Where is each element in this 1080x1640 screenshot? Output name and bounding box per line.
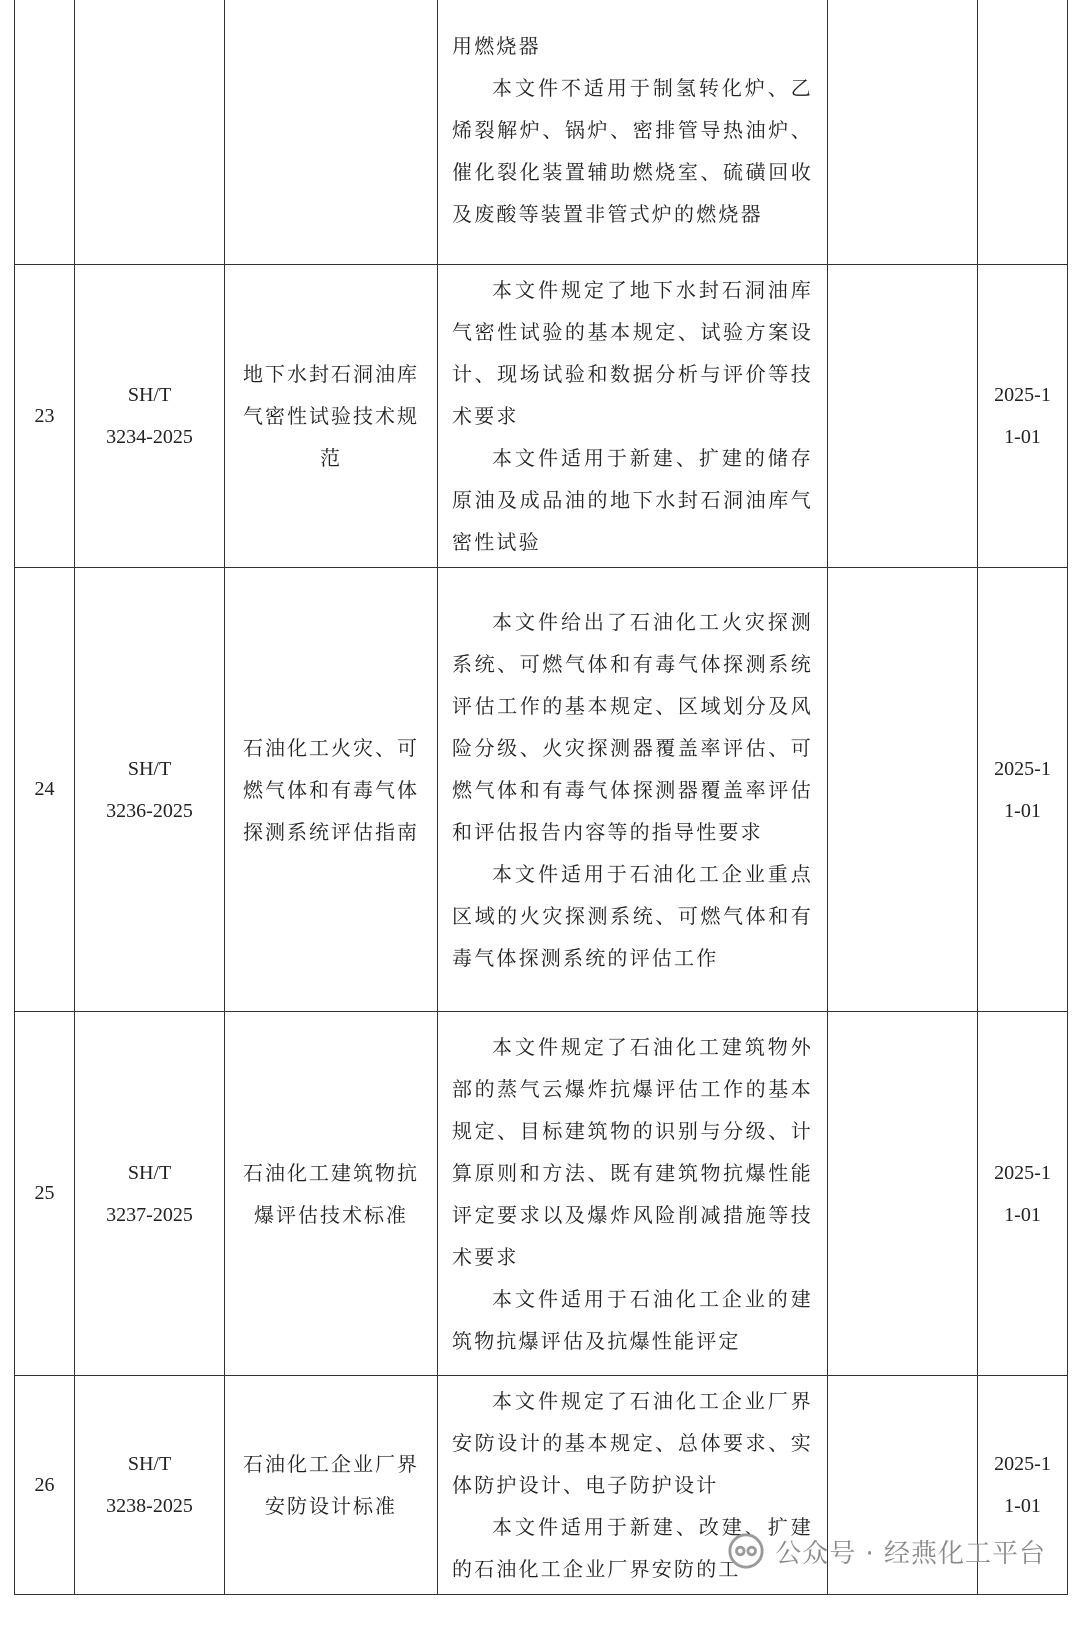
standard-name: 地下水封石洞油库气密性试验技术规范 bbox=[243, 362, 419, 470]
effective-date-cell bbox=[978, 0, 1068, 265]
table-row bbox=[15, 568, 1068, 1012]
row-number: 25 bbox=[34, 1182, 55, 1204]
wechat-official-account-icon bbox=[727, 1532, 765, 1570]
effective-date-cell bbox=[978, 265, 1068, 568]
standard-scope-cell bbox=[438, 568, 828, 1012]
effective-date-part1: 2025-1 bbox=[994, 757, 1051, 780]
standard-code-cell bbox=[75, 1376, 225, 1595]
replaced-standard-cell bbox=[828, 0, 978, 265]
standard-code-cell bbox=[75, 265, 225, 568]
scope-paragraph: 本文件规定了地下水封石洞油库气密性试验的基本规定、试验方案设计、现场试验和数据分析与评价等技术要求 bbox=[452, 278, 813, 428]
scope-paragraph: 本文件适用于新建、改建、扩建的石油化工企业厂界安防的工 bbox=[452, 1515, 813, 1581]
standard-scope-cell bbox=[438, 265, 828, 568]
scope-paragraph: 本文件规定了石油化工企业厂界安防设计的基本规定、总体要求、实体防护设计、电子防护设计 bbox=[452, 1389, 813, 1497]
watermark-text: 公众号 · 经燕化工平台 bbox=[775, 1538, 1046, 1569]
standard-code-number: 3234-2025 bbox=[106, 426, 193, 448]
table-row bbox=[15, 0, 1068, 265]
standards-table-body bbox=[15, 0, 1068, 1595]
standard-name-cell bbox=[225, 0, 438, 265]
row-number: 24 bbox=[34, 778, 55, 800]
standards-table bbox=[14, 0, 1068, 1595]
standard-name-cell bbox=[225, 1376, 438, 1595]
standard-code-number: 3236-2025 bbox=[106, 799, 193, 822]
scope-paragraph: 本文件规定了石油化工建筑物外部的蒸气云爆炸抗爆评估工作的基本规定、目标建筑物的识别与分级、计算原则和方法、既有建筑物抗爆性能评定要求以及爆炸风险削减措施等技术要求 bbox=[452, 1034, 813, 1269]
standard-name: 石油化工建筑物抗爆评估技术标准 bbox=[243, 1160, 419, 1227]
effective-date-part1: 2025-1 bbox=[994, 1453, 1051, 1475]
standard-scope-cell bbox=[438, 0, 828, 265]
effective-date-part2: 1-01 bbox=[1004, 426, 1041, 448]
standard-code-cell bbox=[75, 0, 225, 265]
scope-paragraph: 本文件适用于石油化工企业重点区域的火灾探测系统、可燃气体和有毒气体探测系统的评估工作 bbox=[452, 861, 813, 970]
scope-paragraph: 本文件适用于新建、扩建的储存原油及成品油的地下水封石洞油库气密性试验 bbox=[452, 446, 813, 554]
scope-paragraph: 本文件给出了石油化工火灾探测系统、可燃气体和有毒气体探测系统评估工作的基本规定、区域划分及风险分级、火灾探测器覆盖率评估、可燃气体和有毒气体探测器覆盖率评估和评估报告内容等的指导性要求 bbox=[452, 609, 813, 844]
standard-name-cell bbox=[225, 1012, 438, 1376]
table-row bbox=[15, 1012, 1068, 1376]
row-number: 23 bbox=[34, 404, 55, 427]
standard-code-prefix: SH/T bbox=[127, 1161, 172, 1184]
standard-code-number: 3238-2025 bbox=[106, 1495, 193, 1517]
effective-date-part1: 2025-1 bbox=[994, 1161, 1051, 1184]
row-number-cell bbox=[15, 0, 75, 265]
row-number-cell bbox=[15, 1012, 75, 1376]
standard-code-cell bbox=[75, 568, 225, 1012]
effective-date-part2: 1-01 bbox=[1004, 1203, 1041, 1226]
standard-code-prefix: SH/T bbox=[127, 384, 172, 406]
standard-scope-cell bbox=[438, 1012, 828, 1376]
scope-paragraph: 用燃烧器 bbox=[452, 33, 541, 58]
standard-name: 石油化工火灾、可燃气体和有毒气体探测系统评估指南 bbox=[243, 735, 419, 844]
standard-code-prefix: SH/T bbox=[127, 757, 172, 780]
standard-name-cell bbox=[225, 265, 438, 568]
replaced-standard-cell bbox=[828, 265, 978, 568]
standard-code-cell bbox=[75, 1012, 225, 1376]
effective-date-part2: 1-01 bbox=[1004, 1495, 1041, 1517]
effective-date-part1: 2025-1 bbox=[994, 384, 1051, 406]
standard-name: 石油化工企业厂界安防设计标准 bbox=[243, 1452, 419, 1518]
standard-name-cell bbox=[225, 568, 438, 1012]
effective-date-cell bbox=[978, 1012, 1068, 1376]
row-number-cell bbox=[15, 568, 75, 1012]
standard-code-prefix: SH/T bbox=[127, 1453, 172, 1475]
effective-date-part2: 1-01 bbox=[1004, 799, 1041, 822]
scope-paragraph: 本文件适用于石油化工企业的建筑物抗爆评估及抗爆性能评定 bbox=[452, 1286, 813, 1353]
table-row bbox=[15, 265, 1068, 568]
row-number-cell bbox=[15, 1376, 75, 1595]
watermark bbox=[727, 1532, 1046, 1570]
row-number-cell bbox=[15, 265, 75, 568]
scope-paragraph: 本文件不适用于制氢转化炉、乙烯裂解炉、锅炉、密排管导热油炉、催化裂化装置辅助燃烧室、硫磺回收及废酸等装置非管式炉的燃烧器 bbox=[452, 75, 813, 226]
row-number: 26 bbox=[34, 1473, 55, 1496]
replaced-standard-cell bbox=[828, 568, 978, 1012]
effective-date-cell bbox=[978, 568, 1068, 1012]
replaced-standard-cell bbox=[828, 1012, 978, 1376]
standard-code-number: 3237-2025 bbox=[106, 1203, 193, 1226]
